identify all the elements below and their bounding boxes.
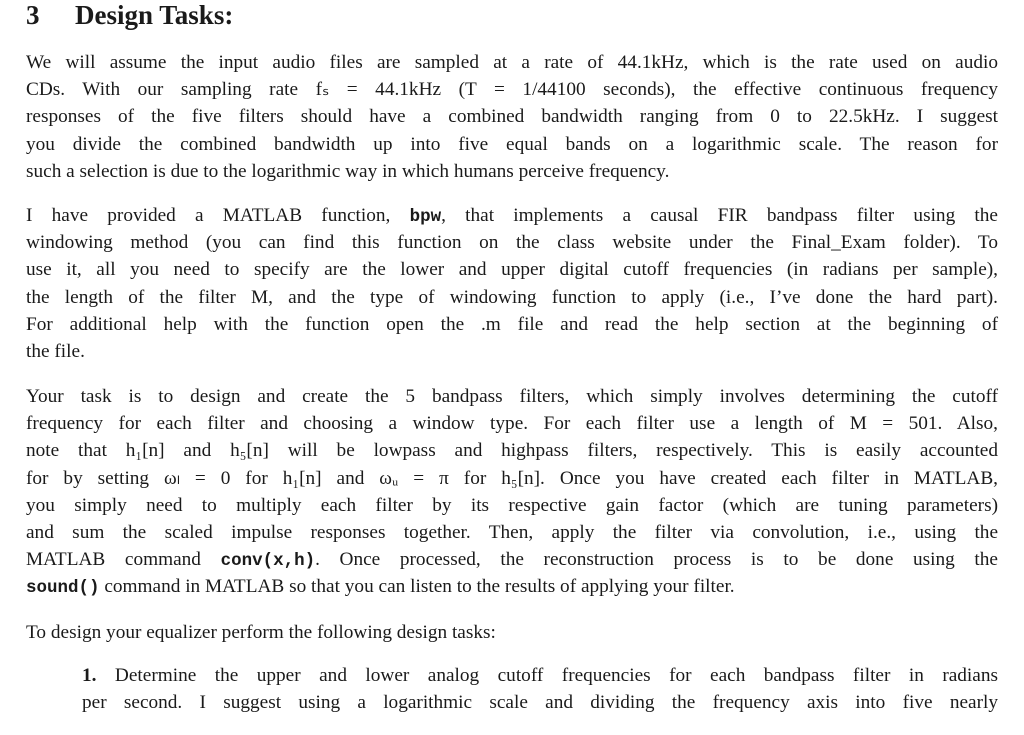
paragraph-line: the file. <box>26 340 85 362</box>
paragraph-line: windowing method (you can find this function on the class website under the Final_Exam folder). To <box>26 232 998 254</box>
paragraph-line: note that h₁[n] and h₅[n] will be lowpass and highpass filters, respectively. This is easily accounted <box>26 440 998 462</box>
paragraph-line: CDs. With our sampling rate fₛ = 44.1kHz (T = 1/44100 seconds), the effective continuous frequency <box>26 79 998 101</box>
paragraph-line: use it, all you need to specify are the lower and upper digital cutoff frequencies (in radians per sample), <box>26 259 998 281</box>
paragraph-bpw-function <box>26 202 998 365</box>
code-sound: sound() <box>26 578 100 599</box>
paragraph-line: sound() command in MATLAB so that you can listen to the results of applying your filter. <box>26 576 735 599</box>
paragraph-line: Your task is to design and create the 5 bandpass filters, which simply involves determining the cutoff <box>26 386 998 407</box>
section-heading <box>26 0 233 30</box>
list-item-line: 1. Determine the upper and lower analog cutoff frequencies for each bandpass filter in radians <box>82 665 998 686</box>
paragraph-line: such a selection is due to the logarithmic way in which humans perceive frequency. <box>26 160 670 182</box>
paragraph-task-description <box>26 383 998 601</box>
code-conv: conv(x,h) <box>220 551 316 572</box>
paragraph-line: for by setting ωₗ = 0 for h₁[n] and ωᵤ = π for h₅[n]. Once you have created each filter in MATLAB, <box>26 467 998 489</box>
paragraph-line: and sum the scaled impulse responses together. Then, apply the filter via convolution, i.e., using the <box>26 521 998 543</box>
list-item-number: 1. <box>82 665 97 686</box>
paragraph-design-intro <box>26 619 998 646</box>
list-item-line: per second. I suggest using a logarithmic scale and dividing the frequency axis into five nearly <box>82 692 998 714</box>
paragraph-line: MATLAB command conv(x,h). Once processed, the reconstruction process is to be done using the <box>26 549 998 572</box>
paragraph-line: you simply need to multiply each filter by its respective gain factor (which are tuning parameters) <box>26 494 998 516</box>
paragraph-line: you divide the combined bandwidth up into five equal bands on a logarithmic scale. The reason for <box>26 133 998 155</box>
paragraph-line: frequency for each filter and choosing a window type. For each filter use a length of M = 501. Also, <box>26 413 998 435</box>
paragraph-line: I have provided a MATLAB function, bpw, that implements a causal FIR bandpass filter using the <box>26 205 998 227</box>
paragraph-sampling-rate <box>26 49 998 185</box>
section-title: Design Tasks: <box>75 0 234 30</box>
paragraph-line: We will assume the input audio files are sampled at a rate of 44.1kHz, which is the rate used on audio <box>26 52 998 73</box>
section-number: 3 <box>26 0 40 30</box>
paragraph-line: responses of the five filters should have a combined bandwidth ranging from 0 to 22.5kHz. I suggest <box>26 106 998 128</box>
task-list <box>82 662 998 716</box>
paragraph-line: the length of the filter M, and the type of windowing function to apply (i.e., I’ve done the hard part). <box>26 286 998 308</box>
paragraph-line: For additional help with the function open the .m file and read the help section at the beginning of <box>26 313 998 335</box>
list-item <box>82 662 998 716</box>
paragraph-line: To design your equalizer perform the following design tasks: <box>26 622 496 643</box>
code-bpw: bpw <box>409 207 442 227</box>
